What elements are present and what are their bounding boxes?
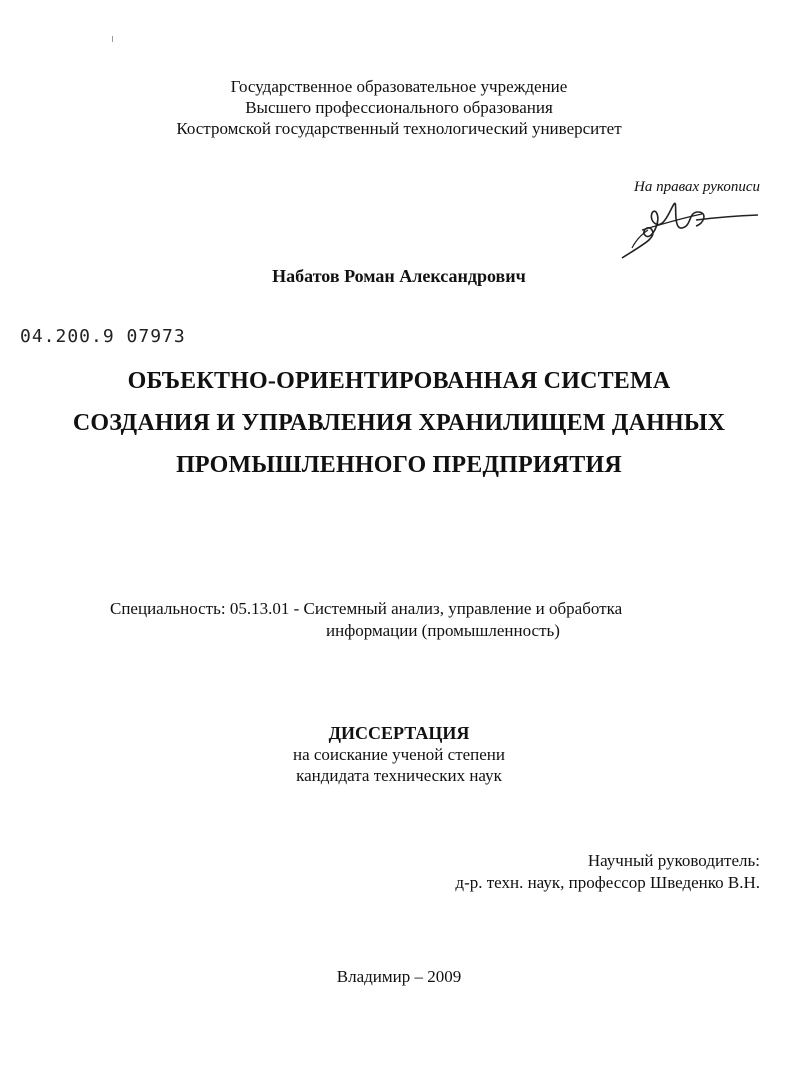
title-line-1: ОБЪЕКТНО-ОРИЕНТИРОВАННАЯ СИСТЕМА — [127, 368, 671, 394]
supervisor-label: Научный руководитель: — [587, 851, 760, 870]
author-name: Набатов Роман Александрович — [272, 266, 526, 286]
scan-mark — [112, 36, 113, 42]
supervisor-name: д-р. техн. наук, профессор Шведенко В.Н. — [455, 873, 760, 892]
work-type-line-1: на соискание ученой степени — [292, 745, 506, 764]
specialty-line-1: Специальность: 05.13.01 - Системный анализ, управление и обработка — [110, 599, 623, 618]
title-line-2: СОЗДАНИЯ И УПРАВЛЕНИЯ ХРАНИЛИЩЕМ ДАННЫХ — [72, 410, 726, 436]
manuscript-note: На правах рукописи — [634, 179, 760, 195]
registration-stamp: 04.200.9 07973 — [20, 326, 186, 347]
institution-line-3: Костромской государственный технологический университет — [176, 119, 622, 138]
title-line-3: ПРОМЫШЛЕННОГО ПРЕДПРИЯТИЯ — [176, 452, 622, 478]
work-type-line-2: кандидата технических наук — [296, 766, 502, 785]
specialty-line-2: информации (промышленность) — [326, 621, 560, 640]
work-type-heading: ДИССЕРТАЦИЯ — [328, 723, 470, 743]
signature-image — [612, 190, 762, 262]
institution-line-1: Государственное образовательное учреждение — [230, 77, 568, 96]
institution-line-2: Высшего профессионального образования — [245, 98, 553, 117]
city-year: Владимир – 2009 — [336, 967, 462, 986]
